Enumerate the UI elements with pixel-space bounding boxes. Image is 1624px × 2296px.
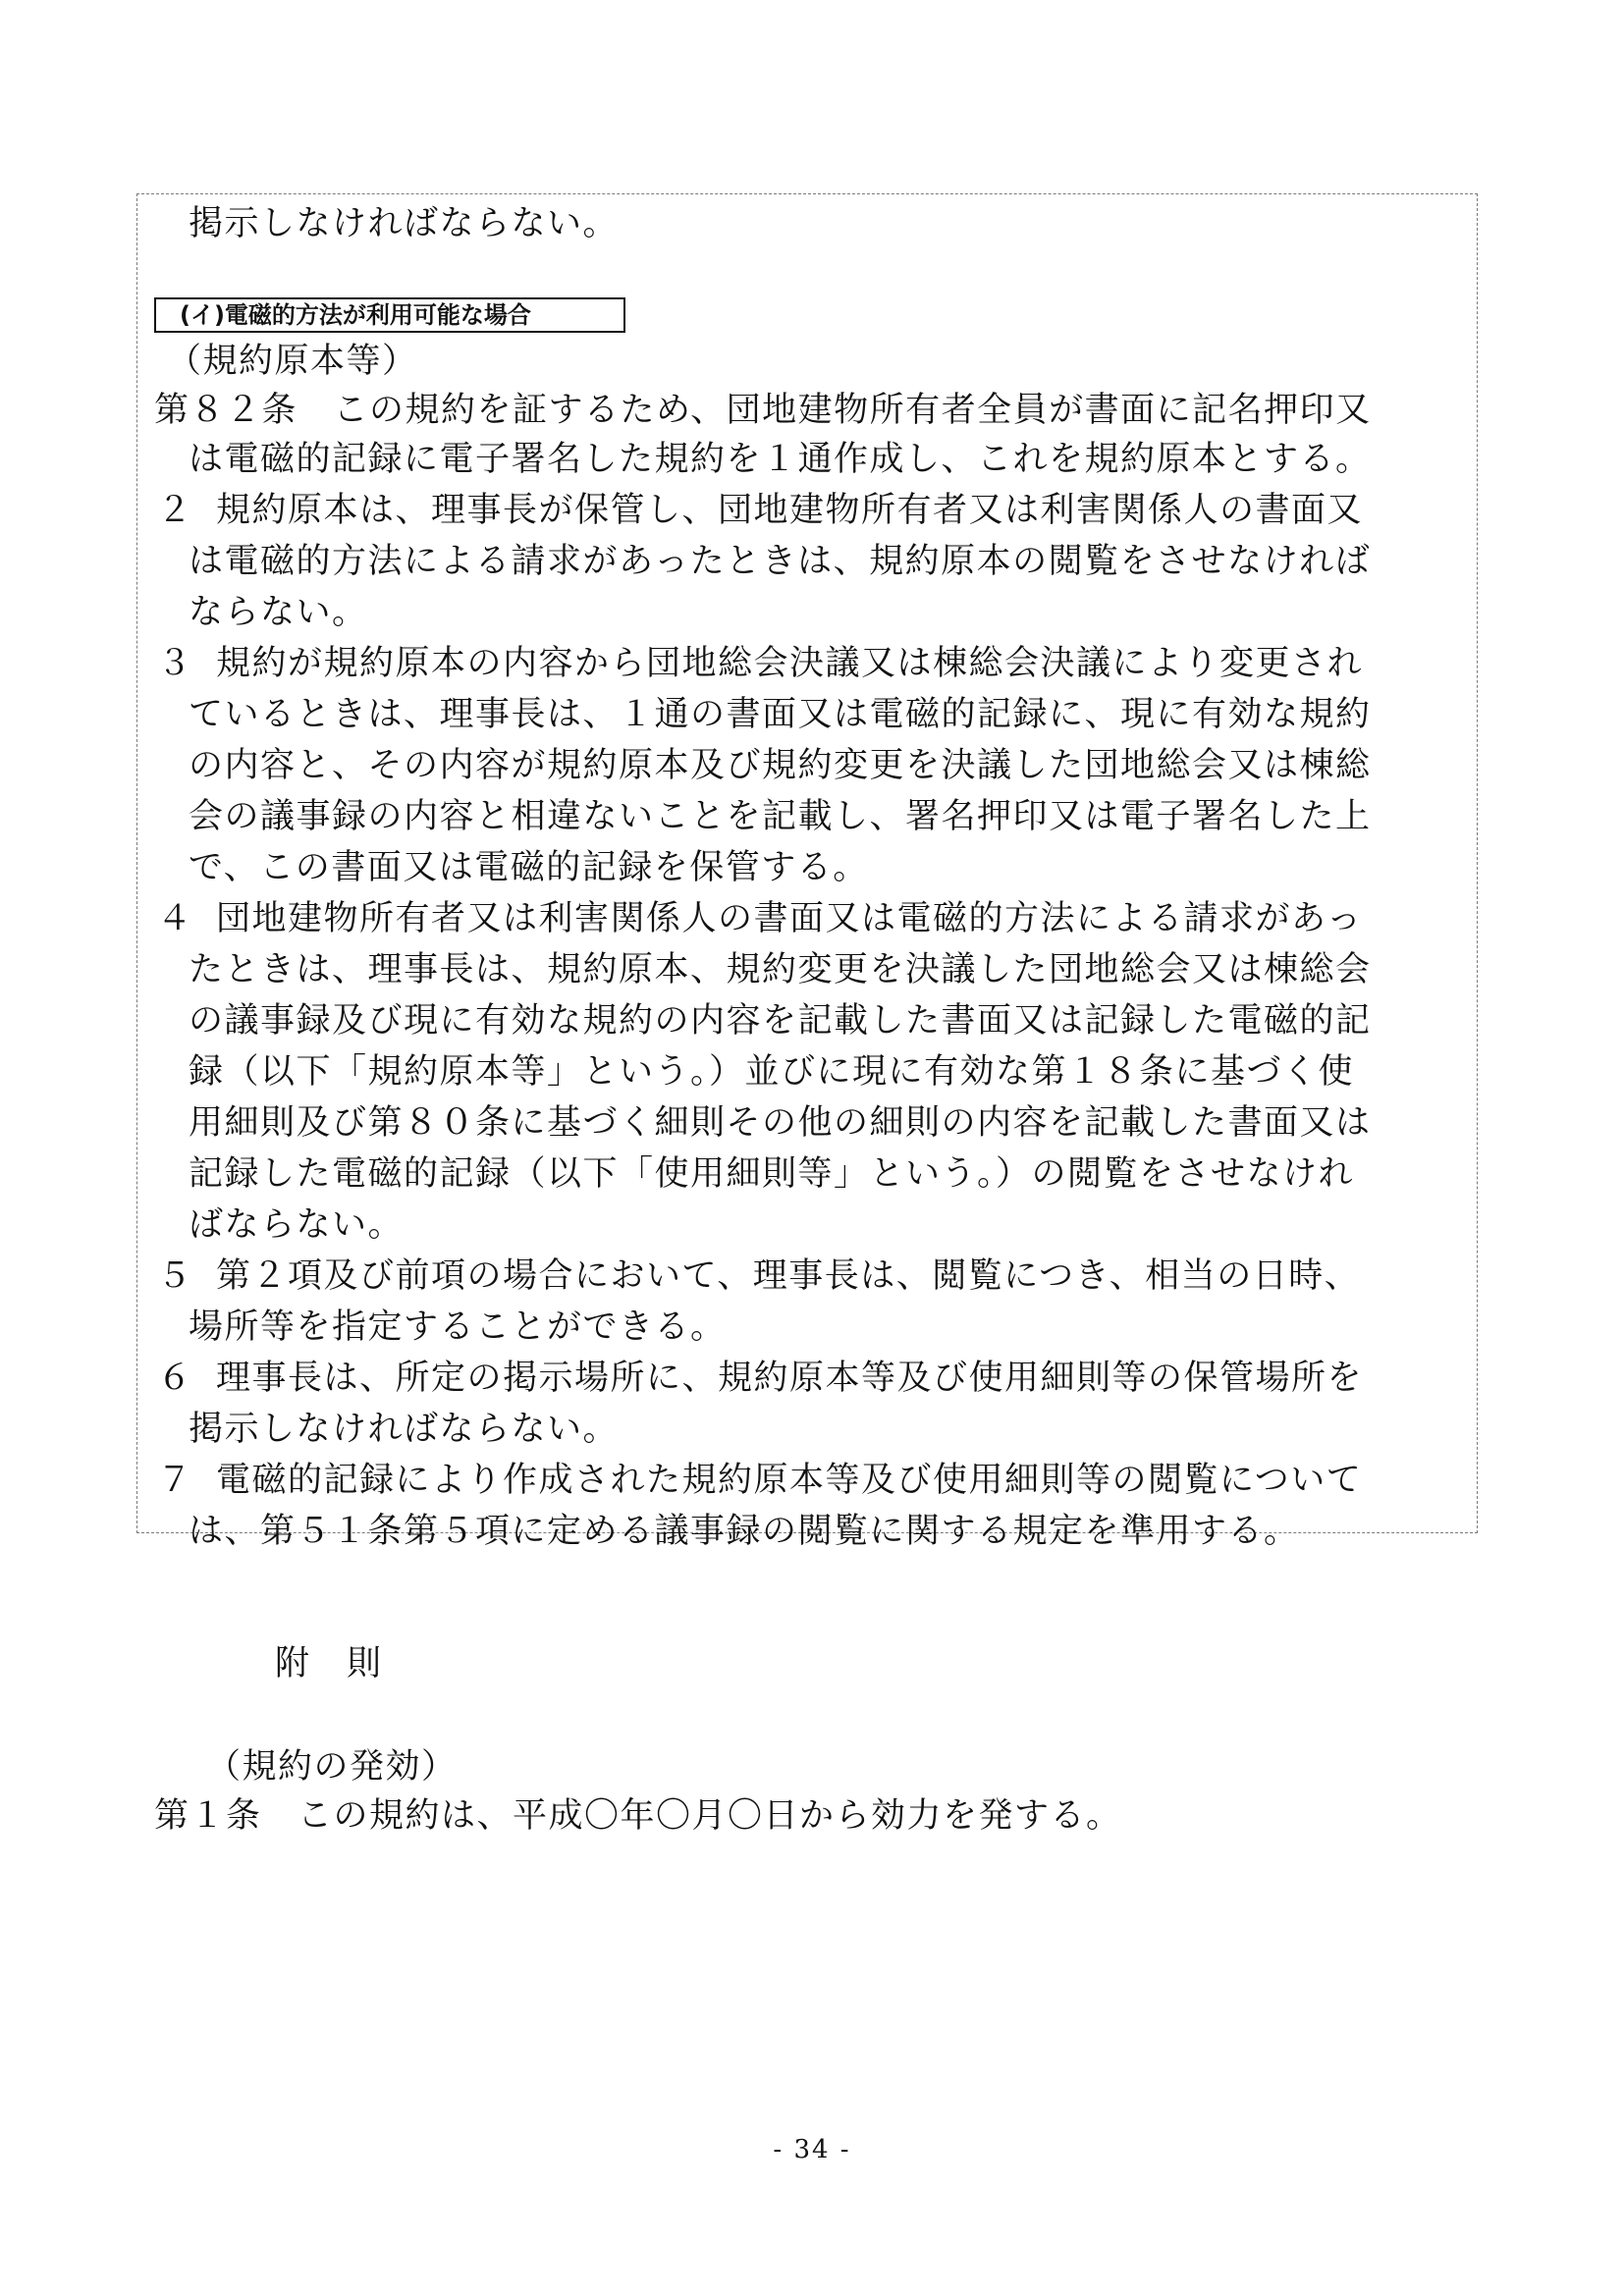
article-caption: （規約原本等） [167, 342, 418, 381]
paragraph-line [157, 1354, 1363, 1403]
paragraph-text: ならない。 [189, 593, 368, 632]
paragraph-line [157, 894, 1363, 943]
paragraph-text: で、この書面又は電磁的記録を保管する。 [189, 848, 869, 887]
paragraph-text: ばならない。 [189, 1205, 405, 1245]
paragraph-line [157, 486, 1363, 535]
article-text-line: は電磁的記録に電子署名した規約を１通作成し、これを規約原本とする。 [189, 440, 1372, 479]
page-number: - 34 - [773, 2135, 851, 2164]
supplementary-title: 附 則 [275, 1644, 383, 1683]
paragraph-text: ているときは、理事長は、１通の書面又は電磁的記録に、現に有効な規約 [189, 695, 1372, 734]
paragraph-text: は電磁的方法による請求があったときは、規約原本の閲覧をさせなければ [189, 542, 1372, 581]
paragraph-line [157, 639, 1363, 688]
paragraph-text: 電磁的記録により作成された規約原本等及び使用細則等の閲覧について [216, 1461, 1363, 1500]
paragraph-number: ６ [157, 1359, 193, 1398]
paragraph-number: ３ [157, 644, 193, 683]
paragraph-text: 用細則及び第８０条に基づく細則その他の細則の内容を記載した書面又は [189, 1103, 1372, 1143]
paragraph-text: 録（以下「規約原本等」という。）並びに現に有効な第１８条に基づく使 [189, 1052, 1355, 1092]
paragraph-text: 会の議事録の内容と相違ないことを記載し、署名押印又は電子署名した上 [189, 797, 1372, 836]
supplementary-article-text: この規約は、平成〇年〇月〇日から効力を発する。 [298, 1796, 1122, 1836]
paragraph-text: 団地建物所有者又は利害関係人の書面又は電磁的方法による請求があっ [216, 899, 1363, 938]
paragraph-text: 第２項及び前項の場合において、理事長は、閲覧につき、相当の日時、 [216, 1256, 1361, 1296]
paragraph-text: 掲示しなければならない。 [189, 1410, 620, 1449]
continued-text: 掲示しなければならない。 [189, 204, 620, 243]
supplementary-caption: （規約の発効） [206, 1747, 458, 1787]
option-label-box: (イ)電磁的方法が利用可能な場合 [154, 297, 625, 333]
paragraph-text: は、第５１条第５項に定める議事録の閲覧に関する規定を準用する。 [189, 1512, 1300, 1551]
paragraph-number: ４ [157, 899, 193, 938]
paragraph-text: 場所等を指定することができる。 [189, 1308, 727, 1347]
article-heading-line [154, 386, 1372, 435]
supplementary-article [154, 1791, 1122, 1841]
paragraph-line [157, 1252, 1360, 1301]
article-text-line: この規約を証するため、団地建物所有者全員が書面に記名押印又 [333, 391, 1372, 430]
paragraph-text: 記録した電磁的記録（以下「使用細則等」という。）の閲覧をさせなけれ [189, 1154, 1355, 1194]
paragraph-number: ５ [157, 1256, 193, 1296]
paragraph-text: たときは、理事長は、規約原本、規約変更を決議した団地総会又は棟総会 [189, 950, 1372, 989]
paragraph-text: の内容と、その内容が規約原本及び規約変更を決議した団地総会又は棟総 [189, 746, 1372, 785]
paragraph-text: の議事録及び現に有効な規約の内容を記載した書面又は記録した電磁的記 [189, 1001, 1372, 1041]
supplementary-article-heading: 第１条 [154, 1796, 262, 1836]
paragraph-line [157, 1456, 1362, 1505]
paragraph-text: 規約が規約原本の内容から団地総会決議又は棟総会決議により変更され [216, 644, 1364, 683]
paragraph-number: ２ [157, 491, 193, 530]
paragraph-text: 理事長は、所定の掲示場所に、規約原本等及び使用細則等の保管場所を [216, 1359, 1364, 1398]
paragraph-number: ７ [157, 1461, 193, 1500]
paragraph-text: 規約原本は、理事長が保管し、団地建物所有者又は利害関係人の書面又 [216, 491, 1364, 530]
article-heading: 第８２条 [154, 391, 298, 430]
